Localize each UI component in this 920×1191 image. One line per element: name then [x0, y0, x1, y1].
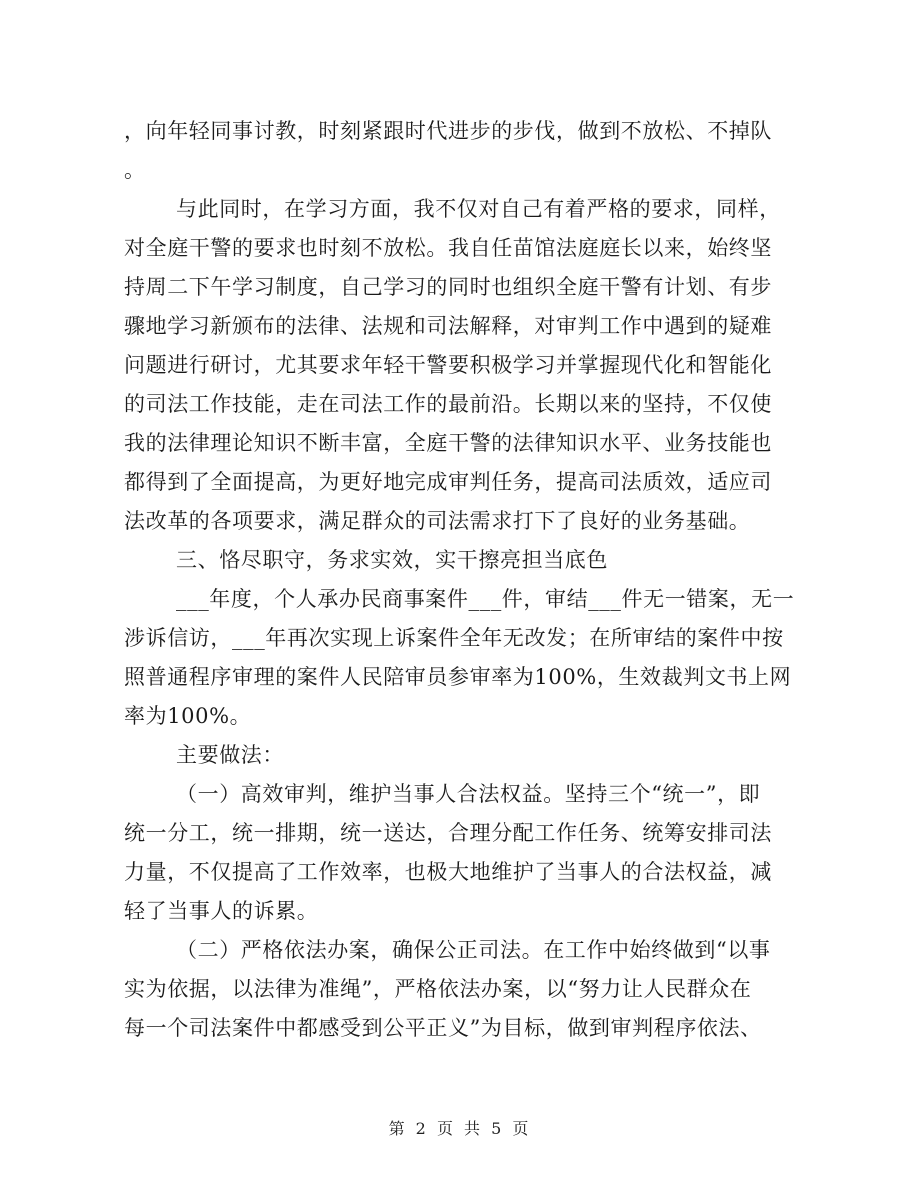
text-line: （二）严格依法办案，确保公正司法。在工作中始终做到“以事	[176, 938, 771, 962]
text-line: 每一个司法案件中都感受到公平正义”为目标，做到审判程序依法、	[124, 1016, 762, 1040]
text-line: 持周二下午学习制度，自己学习的同时也组织全庭干警有计划、有步	[124, 275, 772, 299]
text-line: 力量，不仅提高了工作效率，也极大地维护了当事人的合法权益，减	[124, 860, 772, 884]
text-line: 都得到了全面提高，为更好地完成审判任务，提高司法质效，适应司	[124, 470, 772, 494]
text-line: 涉诉信访，___年再次实现上诉案件全年无改发；在所审结的案件中按	[124, 626, 784, 650]
text-line: 法改革的各项要求，满足群众的司法需求打下了良好的业务基础。	[124, 509, 751, 533]
text-line: 实为依据，以法律为准绳”，严格依法办案，以“努力让人民群众在	[124, 977, 752, 1001]
text-line: 统一分工，统一排期，统一送达，合理分配工作任务、统筹安排司法	[124, 821, 772, 845]
page-number-footer: 第 2 页 共 5 页	[388, 1119, 532, 1138]
text-line: 对全庭干警的要求也时刻不放松。我自任苗馆法庭庭长以来，始终坚	[124, 236, 772, 260]
text-line: 我的法律理论知识不断丰富，全庭干警的法律知识水平、业务技能也	[124, 431, 772, 455]
text-line: ，向年轻同事讨教，时刻紧跟时代进步的步伐，做到不放松、不掉队	[124, 119, 772, 143]
text-line: 的司法工作技能，走在司法工作的最前沿。长期以来的坚持，不仅使	[124, 392, 772, 416]
text-line: 照普通程序审理的案件人民陪审员参审率为100%，生效裁判文书上网	[124, 665, 792, 689]
text-line: 轻了当事人的诉累。	[124, 899, 319, 923]
text-line: 。	[124, 158, 146, 182]
text-line: 问题进行研讨，尤其要求年轻干警要积极学习并掌握现代化和智能化	[124, 353, 772, 377]
text-line: 主要做法：	[176, 743, 284, 767]
text-line: 率为100%。	[124, 704, 252, 728]
text-line: ___年度，个人承办民商事案件___件，审结___件无一错案，无一	[176, 587, 795, 611]
section-heading: 三、恪尽职守，务求实效，实干擦亮担当底色	[176, 548, 608, 572]
text-line: 骤地学习新颁布的法律、法规和司法解释，对审判工作中遇到的疑难	[124, 314, 772, 338]
text-line: （一）高效审判，维护当事人合法权益。坚持三个“统一”，即	[176, 782, 761, 806]
text-line: 与此同时，在学习方面，我不仅对自己有着严格的要求，同样，	[176, 197, 781, 221]
